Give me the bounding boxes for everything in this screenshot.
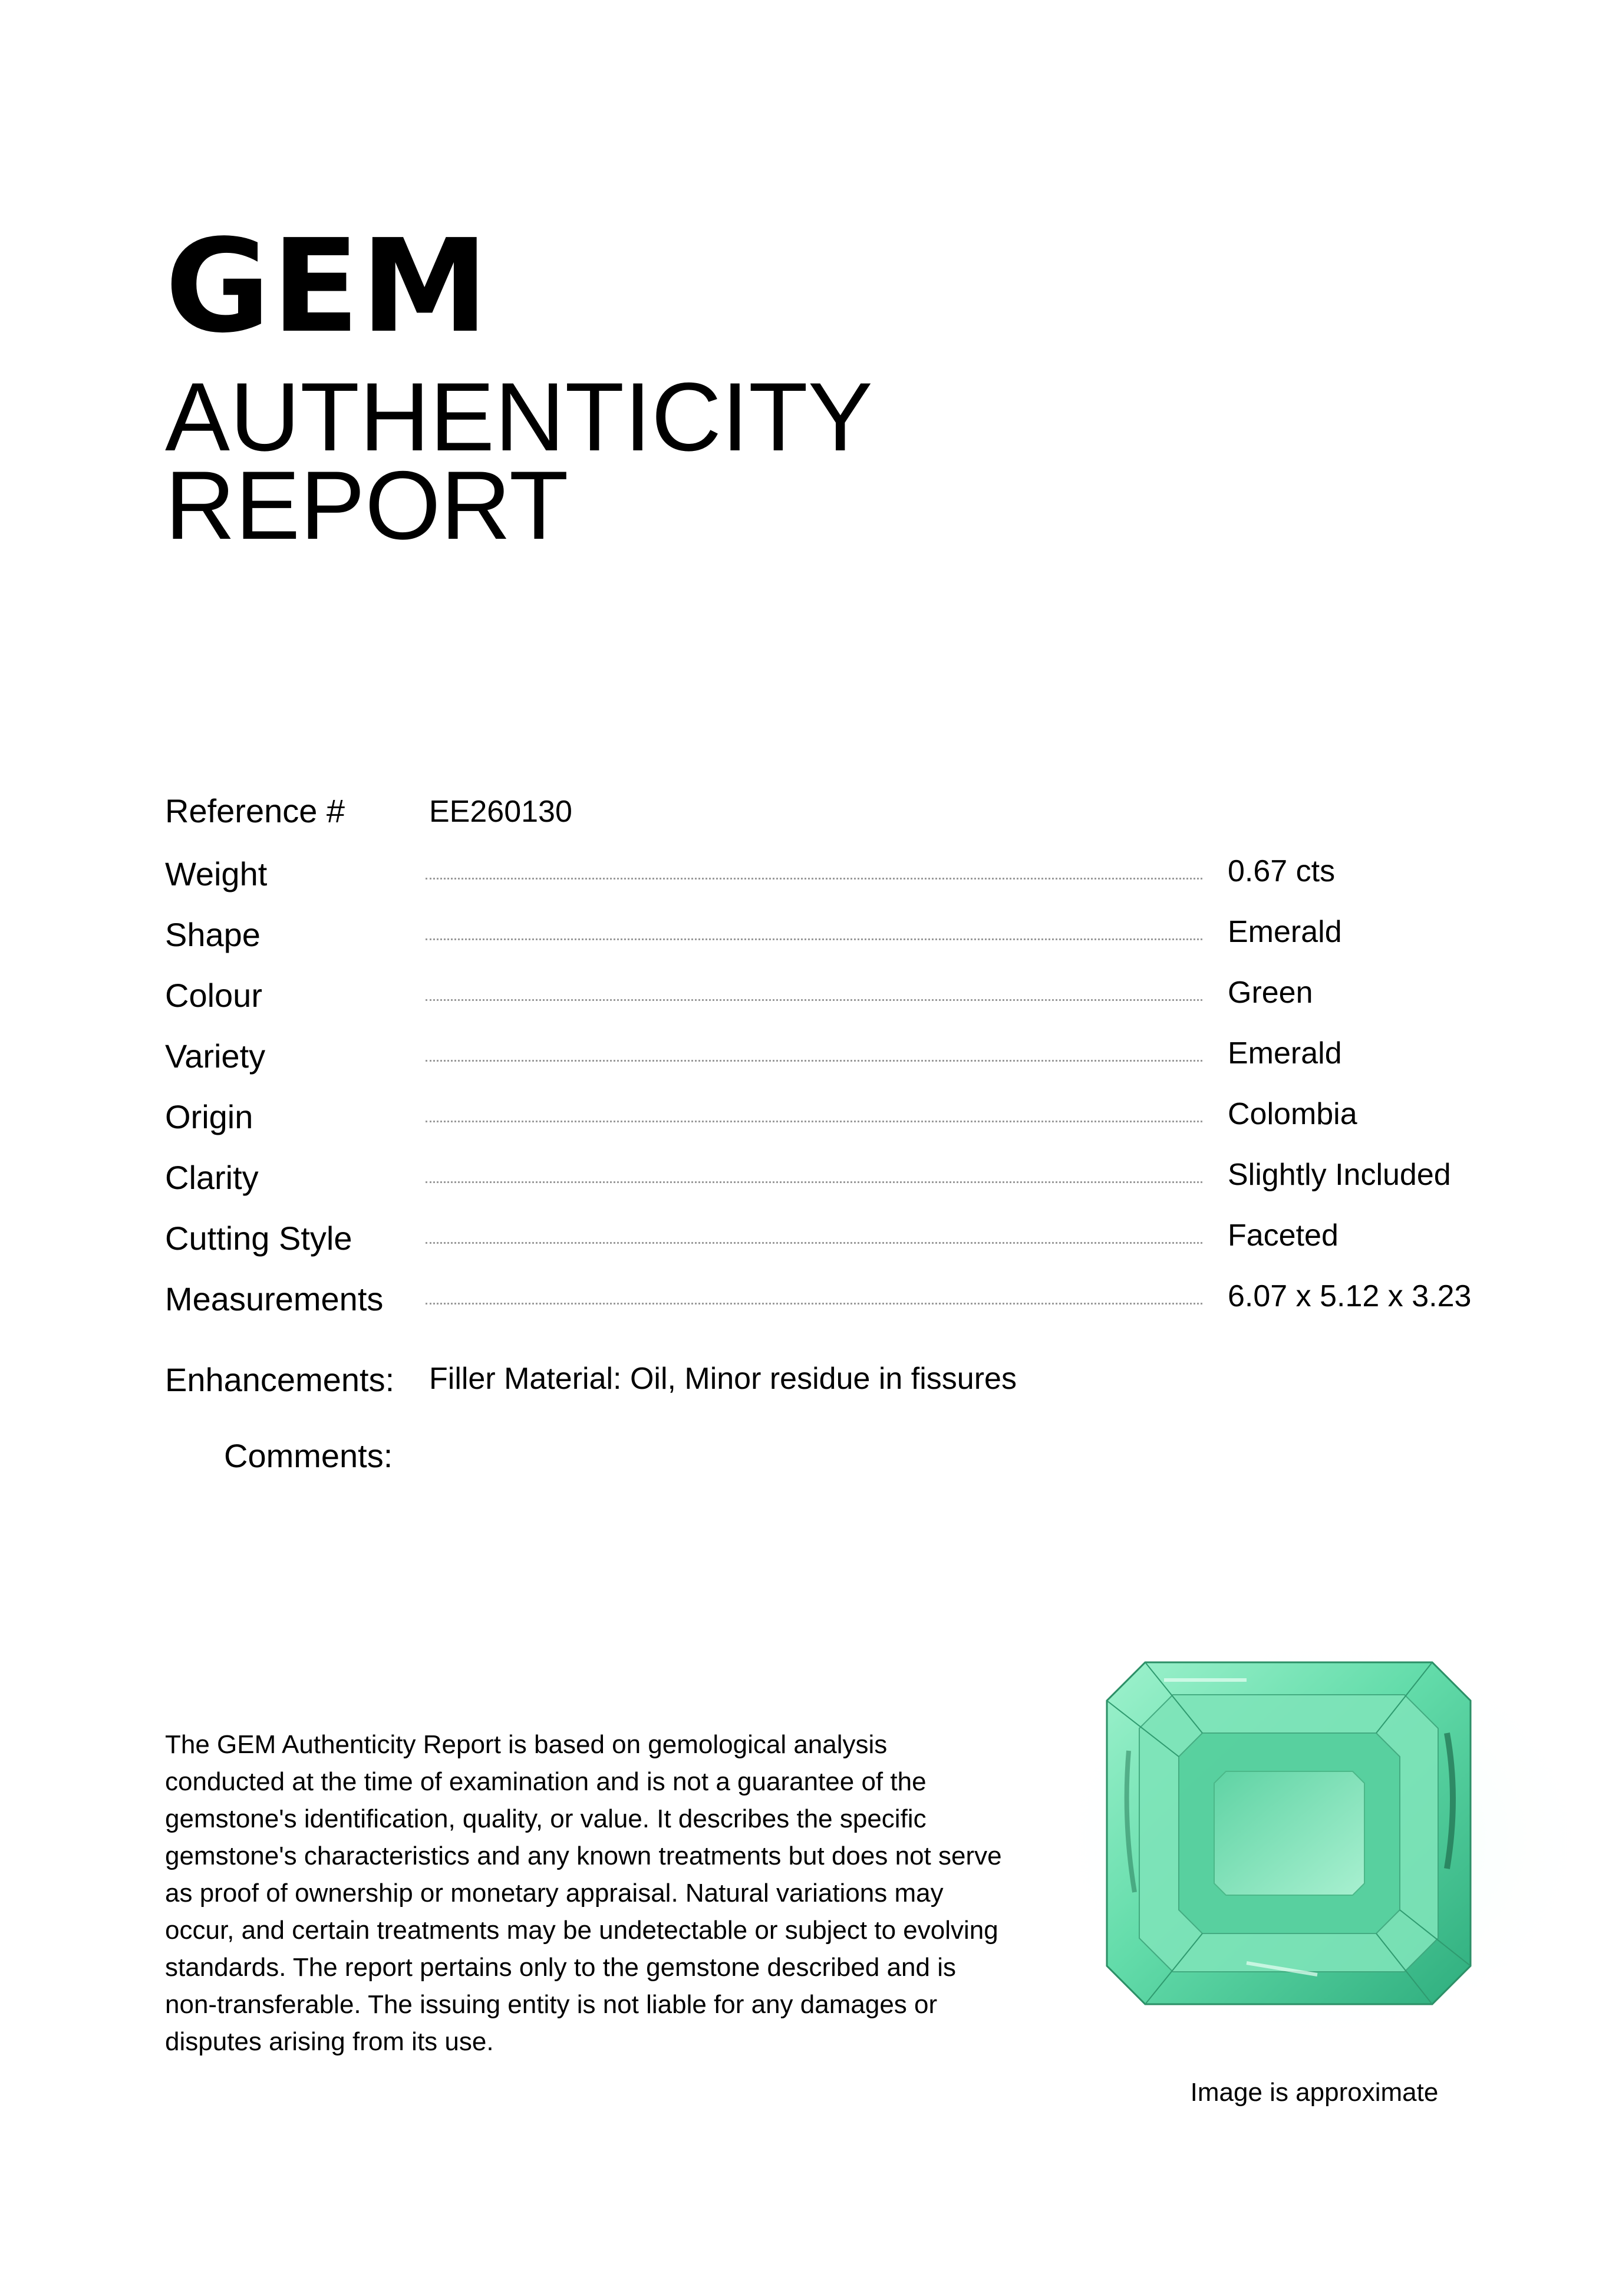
reference-label: Reference # xyxy=(165,792,345,829)
spec-row-shape xyxy=(165,915,1521,979)
spec-value: 6.07 x 5.12 x 3.23 xyxy=(1228,1279,1472,1313)
spec-label: Colour xyxy=(165,977,262,1014)
dotted-leader xyxy=(426,1060,1202,1062)
spec-row-cutting-style xyxy=(165,1218,1521,1283)
spec-label: Shape xyxy=(165,916,261,953)
dotted-leader xyxy=(426,1303,1202,1305)
disclaimer-text: The GEM Authenticity Report is based on gemological analysis conducted at the time of examination and is not a guarantee of the gemstone's identification, quality, or value. It describes the specific gemstone's characteristics and any known treatments but does not serve as proof of ownership or monetary appraisal. Natural variations may occur, and certain treatments may be undetectable or subject to evolving standards. The report pertains only to the gemstone described and is non-transferable. The issuing entity is not liable for any damages or disputes arising from its use. xyxy=(165,1730,1002,2056)
spec-row-colour xyxy=(165,976,1521,1040)
spec-row-weight xyxy=(165,854,1521,918)
spec-value: Slightly Included xyxy=(1228,1158,1451,1192)
image-caption: Image is approximate xyxy=(1190,2078,1439,2107)
emerald-gemstone-icon xyxy=(1070,1645,1577,2034)
spec-value: Green xyxy=(1228,976,1313,1010)
spec-label: Variety xyxy=(165,1037,266,1075)
spec-label: Origin xyxy=(165,1098,253,1135)
report-title-line-2: REPORT xyxy=(165,451,569,559)
spec-label: Weight xyxy=(165,855,268,892)
specifications-list xyxy=(165,854,1521,1343)
spec-value: Emerald xyxy=(1228,1036,1342,1070)
spec-value: Faceted xyxy=(1228,1218,1339,1253)
enhancements-value: Filler Material: Oil, Minor residue in fissures xyxy=(429,1362,1017,1396)
dotted-leader xyxy=(426,999,1202,1001)
spec-row-measurements xyxy=(165,1279,1521,1343)
dotted-leader xyxy=(426,1181,1202,1183)
spec-value: 0.67 cts xyxy=(1228,854,1336,888)
spec-row-variety xyxy=(165,1036,1521,1101)
dotted-leader xyxy=(426,1121,1202,1122)
spec-row-origin xyxy=(165,1097,1521,1161)
dotted-leader xyxy=(426,1242,1202,1244)
spec-value: Colombia xyxy=(1228,1097,1357,1131)
spec-label: Cutting Style xyxy=(165,1220,352,1257)
enhancements-label: Enhancements: xyxy=(165,1361,395,1398)
report-title-line-1: AUTHENTICITY xyxy=(165,363,873,471)
dotted-leader xyxy=(426,938,1202,940)
reference-value: EE260130 xyxy=(429,795,572,829)
comments-label: Comments: xyxy=(224,1437,393,1474)
spec-label: Clarity xyxy=(165,1159,259,1196)
spec-row-clarity xyxy=(165,1158,1521,1222)
dotted-leader xyxy=(426,878,1202,879)
brand-title: GEM xyxy=(165,212,490,361)
spec-value: Emerald xyxy=(1228,915,1342,949)
spec-label: Measurements xyxy=(165,1280,384,1317)
